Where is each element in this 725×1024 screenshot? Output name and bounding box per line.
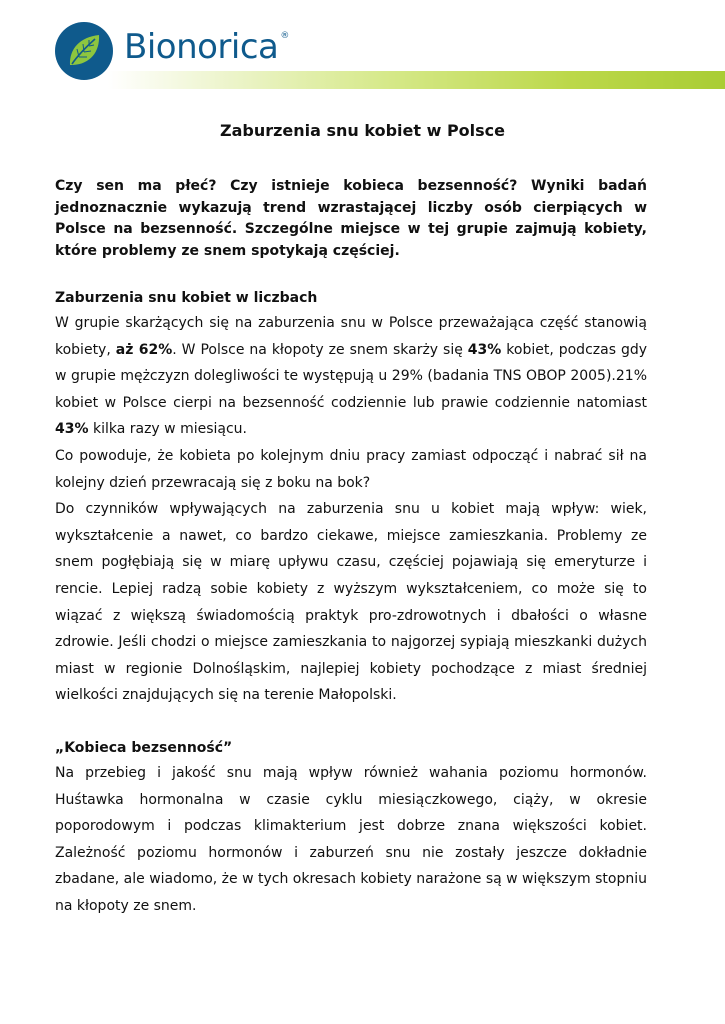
bionorica-leaf-logo-icon <box>55 22 113 80</box>
brand-name: Bionorica ® <box>124 27 289 67</box>
section-female-insomnia-body <box>55 760 647 920</box>
statistics-paragraph: W grupie skarżących się na zaburzenia snu w Polsce przeważająca część stanowią kobiety, aż 62%. W Polsce na kłopoty ze snem skarży się 43% kobiet, podczas gdy w grupie mężczyzn dolegliwości te występują u 29% (badania TNS OBOP 2005).21% kobiet w Polsce cierpi na bezsenność codziennie lub prawie codziennie natomiast 43% kilka razy w miesiącu. <box>55 315 648 438</box>
header-green-stripe <box>108 71 725 89</box>
hormones-paragraph: Na przebieg i jakość snu mają wpływ również wahania poziomu hormonów. Huśtawka hormonalna w czasie cyklu miesiączkowego, ciąży, w okresie poporodowym i podczas klimakterium jest dobrze znana większości kobiet. Zależność poziomu hormonów i zaburzeń snu nie zostały jeszcze dokładnie zbadane, ale wiadomo, że w tych okresach kobiety narażone są w większym stopniu na kłopoty ze snem. <box>55 765 648 914</box>
section-statistics-body <box>55 310 647 709</box>
section-heading-statistics: Zaburzenia snu kobiet w liczbach <box>55 290 318 306</box>
document-title: Zaburzenia snu kobiet w Polsce <box>219 121 506 140</box>
factors-paragraph: Do czynników wpływających na zaburzenia snu u kobiet mają wpływ: wiek, wykształcenie a nawet, co bardzo ciekawe, miejsce zamieszkania. Problemy ze snem pogłębiają się w miarę upływu czasu, częściej pojawiają się emeryturze i rencie. Lepiej radzą sobie kobiety z wyższym wykształceniem, co może się to wiązać z większą świadomością praktyk pro-zdrowotnych i dbałości o własne zdrowie. Jeśli chodzi o miejsce zamieszkania to najgorzej sypiają mieszkanki dużych miast w regionie Dolnośląskim, najlepiej kobiety pochodzące z miast średniej wielkości znajdujących się na terenie Małopolski. <box>55 501 647 704</box>
question-paragraph: Co powoduje, że kobieta po kolejnym dniu pracy zamiast odpocząć i nabrać sił na kolejny dzień przewracają się z boku na bok? <box>55 447 647 491</box>
page-header <box>0 0 725 95</box>
lead-paragraph: Czy sen ma płeć? Czy istnieje kobieca bezsenność? Wyniki badań jednoznacznie wykazują trend wzrastającej liczby osób cierpiących w Polsce na bezsenność. Szczególne miejsce w tej grupie zajmują kobiety, które problemy ze snem spotykają częściej. <box>55 178 647 259</box>
section-heading-female-insomnia: „Kobieca bezsenność” <box>55 740 233 756</box>
